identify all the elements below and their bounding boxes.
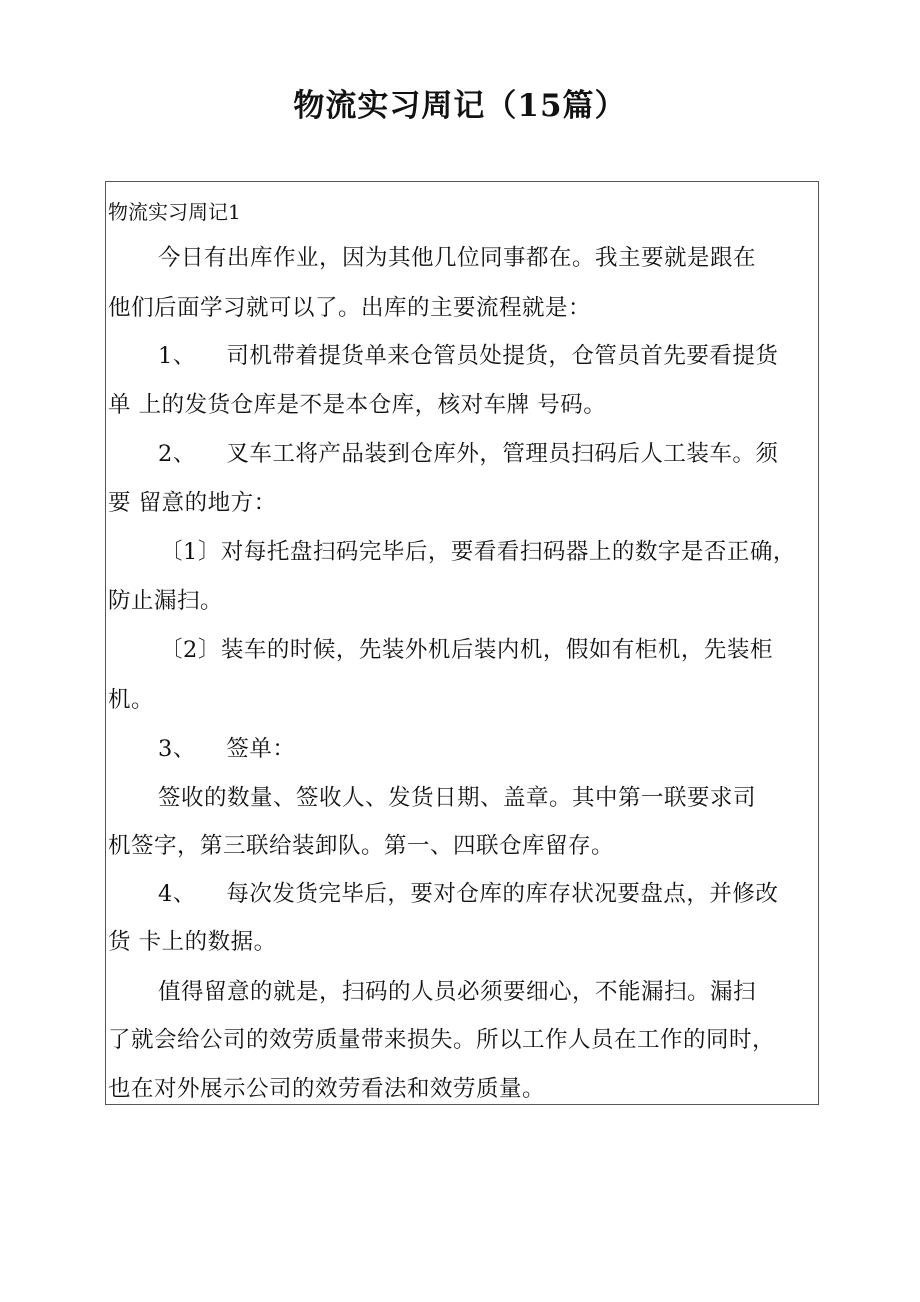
paragraph-line: 也在对外展示公司的效劳看法和效劳质量。 bbox=[108, 1076, 546, 1102]
paragraph-line: 机签字，第三联给装卸队。第一、四联仓库留存。 bbox=[108, 833, 615, 859]
section-heading: 物流实习周记1 bbox=[108, 200, 241, 224]
step-4-line: 4、 每次发货完毕后，要对仓库的库存状况要盘点，并修改 bbox=[158, 881, 779, 907]
paragraph-line: 他们后面学习就可以了。出库的主要流程就是： bbox=[108, 295, 592, 321]
step-3-line: 3、 签单： bbox=[158, 736, 296, 762]
paragraph-line: 了就会给公司的效劳质量带来损失。所以工作人员在工作的同时， bbox=[108, 1027, 776, 1053]
sub-item-1-line: 〔1〕对每托盘扫码完毕后，要看看扫码器上的数字是否正确， bbox=[160, 539, 796, 565]
paragraph-line: 防止漏扫。 bbox=[108, 588, 224, 614]
document-title: 物流实习周记（15篇） bbox=[293, 88, 627, 124]
step-2-line: 2、 叉车工将产品装到仓库外，管理员扫码后人工装车。须 bbox=[158, 441, 779, 467]
paragraph-line: 机。 bbox=[108, 687, 155, 713]
paragraph-line: 签收的数量、签收人、发货日期、盖章。其中第一联要求司 bbox=[158, 785, 757, 811]
paragraph-line: 要 留意的地方： bbox=[108, 490, 277, 516]
paragraph-line: 货 卡上的数据。 bbox=[108, 929, 277, 955]
paragraph-line: 今日有出库作业，因为其他几位同事都在。我主要就是跟在 bbox=[158, 245, 757, 271]
sub-item-2-line: 〔2〕装车的时候，先装外机后装内机，假如有柜机，先装柜 bbox=[160, 637, 773, 663]
step-1-line: 1、 司机带着提货单来仓管员处提货，仓管员首先要看提货 bbox=[158, 343, 779, 369]
paragraph-line: 单 上的发货仓库是不是本仓库，核对车牌 号码。 bbox=[108, 392, 607, 418]
paragraph-line: 值得留意的就是，扫码的人员必须要细心，不能漏扫。漏扫 bbox=[158, 979, 757, 1005]
